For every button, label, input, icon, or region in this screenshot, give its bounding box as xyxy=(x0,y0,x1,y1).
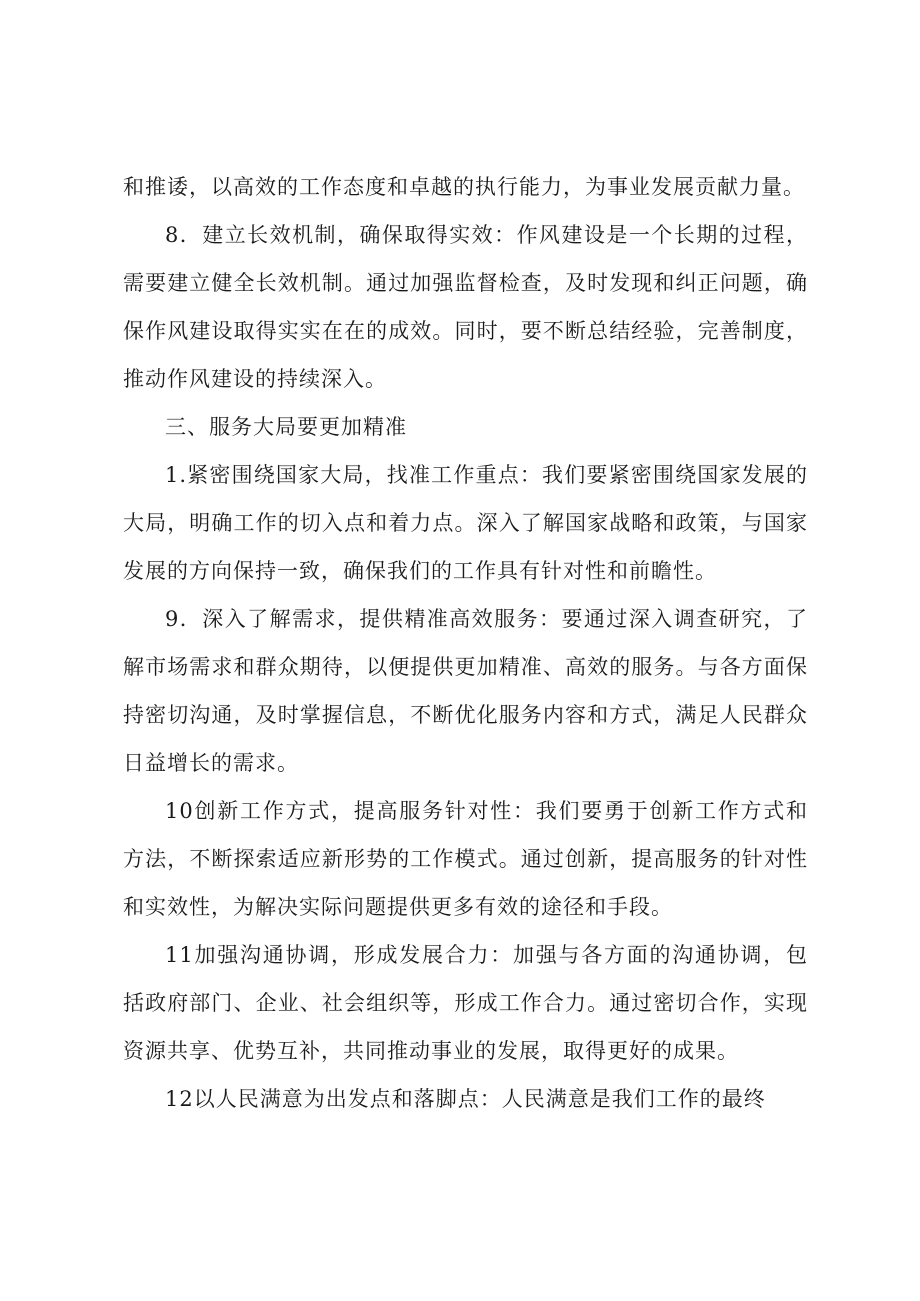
paragraph-item-10: 10创新工作方式，提高服务针对性：我们要勇于创新工作方式和方法，不断探索适应新形势的工作模式。通过创新，提高服务的针对性和实效性，为解决实际问题提供更多有效的途径和手段。 xyxy=(123,799,808,919)
section-heading: 三、服务大局要更加精准 xyxy=(165,415,407,439)
paragraph-item-11: 11加强沟通协调，形成发展合力：加强与各方面的沟通协调，包括政府部门、企业、社会组织等，形成工作合力。通过密切合作，实现资源共享、优势互补，共同推动事业的发展，取得更好的成果。 xyxy=(123,943,808,1063)
document-body xyxy=(123,163,808,1123)
paragraph-continuation: 和推诿，以高效的工作态度和卓越的执行能力，为事业发展贡献力量。 xyxy=(123,175,805,199)
paragraph-item-1: 1.紧密围绕国家大局，找准工作重点：我们要紧密围绕国家发展的大局，明确工作的切入点和着力点。深入了解国家战略和政策，与国家发展的方向保持一致，确保我们的工作具有针对性和前瞻性。 xyxy=(123,463,808,583)
paragraph-item-12: 12以人民满意为出发点和落脚点：人民满意是我们工作的最终 xyxy=(165,1087,766,1111)
paragraph-item-9: 9．深入了解需求，提供精准高效服务：要通过深入调查研究，了解市场需求和群众期待，以便提供更加精准、高效的服务。与各方面保持密切沟通，及时掌握信息，不断优化服务内容和方式，满足人民群众日益增长的需求。 xyxy=(123,607,808,775)
paragraph-item-8: 8．建立长效机制，确保取得实效：作风建设是一个长期的过程，需要建立健全长效机制。通过加强监督检查，及时发现和纠正问题，确保作风建设取得实实在在的成效。同时，要不断总结经验，完善制度，推动作风建设的持续深入。 xyxy=(123,223,808,391)
